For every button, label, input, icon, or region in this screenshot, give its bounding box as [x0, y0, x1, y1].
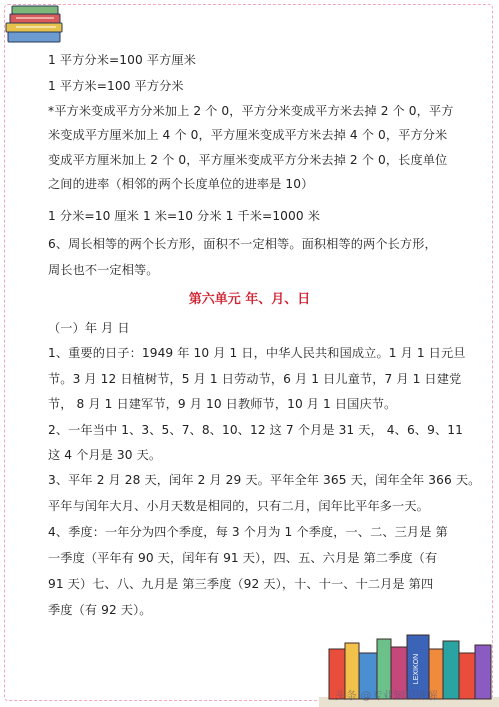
- text-line: 平年与闰年大月、小月天数是相同的，只有二月，闰年比平年多一天。: [48, 499, 429, 513]
- text-line: 周长也不一定相等。: [48, 263, 159, 277]
- text-line: 1、重要的日子：1949 年 10 月 1 日，中华人民共和国成立。1 月 1 日元旦: [48, 346, 466, 360]
- watermark: 头条 @专业知识讲解: [335, 689, 438, 702]
- text-line: 1 分米=10 厘米 1 米=10 分米 1 千米=1000 米: [48, 209, 320, 223]
- text-line: 一季度（平年有 90 天，闰年有 91 天），四、五、六月是 第二季度（有: [48, 551, 438, 565]
- text-line: 4、季度：一年分为四个季度，每 3 个月为 1 个季度，一、二、三月是 第: [48, 525, 448, 539]
- text-line: 之间的进率（相邻的两个长度单位的进率是 10）: [48, 177, 314, 191]
- text-line: *平方米变成平方分米加上 2 个 0，平方分米变成平方米去掉 2 个 0，平方: [48, 104, 454, 118]
- text-line: 变成平方厘米加上 2 个 0，平方厘米变成平方分米去掉 2 个 0，长度单位: [48, 153, 448, 167]
- text-line: 1 平方米=100 平方分米: [48, 79, 184, 93]
- book-spine-text: LEXIKON: [413, 653, 420, 685]
- text-line: 节。3 月 12 日植树节，5 月 1 日劳动节，6 月 1 日儿童节，7 月 1 日建党: [48, 372, 462, 386]
- text-line: （一）年 月 日: [48, 321, 130, 335]
- text-line: 3、平年 2 月 28 天，闰年 2 月 29 天。平年全年 365 天，闰年全年 366 天。: [48, 473, 481, 487]
- text-line: 季度（有 92 天）。: [48, 603, 152, 617]
- text-line: 节， 8 月 1 日建军节，9 月 10 日教师节，10 月 1 日国庆节。: [48, 397, 397, 411]
- text-line: 米变成平方厘米加上 4 个 0，平方厘米变成平方米去掉 4 个 0，平方分米: [48, 128, 448, 142]
- text-line: 6、周长相等的两个长方形，面积不一定相等。面积相等的两个长方形，: [48, 237, 437, 251]
- text-line: 2、一年当中 1、3、5、7、8、10、12 这 7 个月是 31 天， 4、6、9、11: [48, 423, 463, 437]
- section-heading: 第六单元 年、月、日: [188, 292, 311, 307]
- text-line: 1 平方分米=100 平方厘米: [48, 53, 196, 67]
- books-illustration-top: [2, 2, 72, 46]
- text-line: 91 天）七、八、九月是 第三季度（92 天），十、十一、十二月是 第四: [48, 577, 434, 591]
- text-line: 这 4 个月是 30 天。: [48, 448, 162, 462]
